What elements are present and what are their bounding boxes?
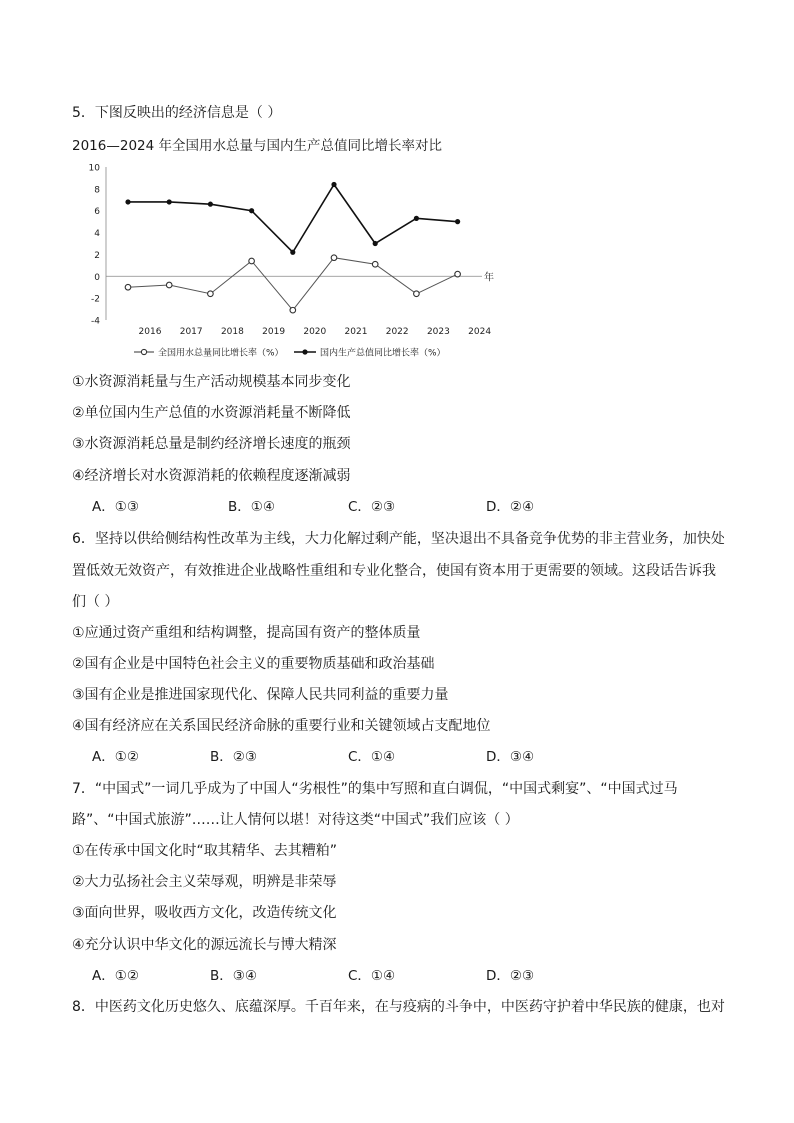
gdp-growth-point: [414, 216, 419, 221]
y-tick-label: -4: [91, 316, 100, 327]
x-tick-label: 2020: [303, 327, 327, 337]
q5-statement-4: ④经济增长对水资源消耗的依赖程度逐渐减弱: [72, 468, 351, 484]
q5-stem: 5．下图反映出的经济信息是（ ）: [72, 105, 282, 121]
x-tick-label: 2023: [426, 327, 450, 337]
q6-option-d[interactable]: D．③④: [486, 749, 535, 765]
gdp-growth-point: [167, 199, 172, 204]
q5-statement-2: ②单位国内生产总值的水资源消耗量不断降低: [72, 405, 351, 421]
q7-option-b[interactable]: B．③④: [210, 968, 257, 984]
water-growth-point: [372, 261, 378, 267]
q7-statement-1: ①在传承中国文化时“取其精华、去其糟粕”: [72, 843, 338, 859]
q7-statement-3: ③面向世界，吸收西方文化，改造传统文化: [72, 905, 337, 921]
q6-option-c[interactable]: C．①④: [348, 749, 396, 765]
q6-statement-3: ③国有企业是推进国家现代化、保障人民共同利益的重要力量: [72, 687, 449, 703]
water-growth-point: [166, 282, 172, 288]
gdp-growth-point: [373, 241, 378, 246]
x-tick-label: 2016: [138, 327, 162, 337]
water-growth-point: [455, 271, 461, 277]
q7-option-c[interactable]: C．①④: [348, 968, 396, 984]
q5-statement-3: ③水资源消耗总量是制约经济增长速度的瓶颈: [72, 436, 351, 452]
legend-water-marker: [141, 349, 146, 354]
q7-stem-line-1: 7．“中国式”一词几乎成为了中国人“劣根性”的集中写照和直白调侃，“中国式剩宴”、“中国式过马: [72, 781, 678, 797]
gdp-growth-point: [208, 202, 213, 207]
q5-statement-1: ①水资源消耗量与生产活动规模基本同步变化: [72, 374, 351, 390]
x-tick-label: 2024: [468, 327, 492, 337]
y-tick-label: -2: [91, 294, 100, 305]
q7-option-d[interactable]: D．②③: [486, 968, 535, 984]
x-axis-label: 年: [484, 272, 494, 284]
q5-option-c[interactable]: C．②③: [348, 499, 396, 515]
y-tick-label: 0: [94, 272, 100, 283]
water-growth-point: [331, 255, 337, 261]
q5-option-a[interactable]: A．①③: [92, 499, 139, 515]
q6-option-b[interactable]: B．②③: [210, 749, 257, 765]
y-tick-label: 4: [94, 229, 100, 240]
legend-gdp-label: 国内生产总值同比增长率（%）: [320, 348, 446, 359]
gdp-growth-line: [128, 184, 458, 252]
chart-title: 2016—2024 年全国用水总量与国内生产总值同比增长率对比: [72, 138, 443, 154]
q6-stem-line-1: 6．坚持以供给侧结构性改革为主线，大力化解过剩产能，坚决退出不具备竞争优势的非主营业务，加快处: [72, 531, 725, 547]
legend-gdp-marker: [302, 349, 307, 354]
q6-statement-2: ②国有企业是中国特色社会主义的重要物质基础和政治基础: [72, 656, 435, 672]
water-growth-point: [125, 284, 131, 290]
q7-statement-4: ④充分认识中华文化的源远流长与博大精深: [72, 937, 337, 953]
q6-statement-1: ①应通过资产重组和结构调整，提高国有资产的整体质量: [72, 625, 421, 641]
gdp-growth-point: [331, 182, 336, 187]
water-growth-line: [128, 258, 458, 310]
q5-option-d[interactable]: D．②④: [486, 499, 535, 515]
q6-stem-line-2: 置低效无效资产，有效推进企业战略性重组和专业化整合，使国有资本用于更需要的领域。这段话告诉我: [72, 563, 716, 579]
y-tick-label: 6: [94, 207, 100, 218]
x-tick-label: 2018: [220, 327, 244, 337]
y-tick-label: 2: [94, 250, 100, 261]
gdp-growth-point: [249, 208, 254, 213]
y-tick-label: 8: [94, 185, 100, 196]
y-tick-label: 10: [88, 163, 100, 174]
q7-stem-line-2: 路”、“中国式旅游”……让人情何以堪！对待这类“中国式”我们应该（ ）: [72, 812, 519, 828]
x-tick-label: 2017: [179, 327, 203, 337]
q6-option-a[interactable]: A．①②: [92, 749, 139, 765]
legend-water-label: 全国用水总量同比增长率（%）: [158, 348, 284, 359]
x-tick-label: 2021: [344, 327, 368, 337]
water-growth-point: [290, 307, 296, 313]
q6-statement-4: ④国有经济应在关系国民经济命脉的重要行业和关键领域占支配地位: [72, 718, 491, 734]
q6-stem-line-3: 们（ ）: [72, 594, 119, 610]
q5-option-b[interactable]: B．①④: [228, 499, 275, 515]
water-growth-point: [249, 258, 255, 264]
q7-option-a[interactable]: A．①②: [92, 968, 139, 984]
gdp-growth-point: [455, 219, 460, 224]
gdp-growth-point: [290, 250, 295, 255]
q7-statement-2: ②大力弘扬社会主义荣辱观，明辨是非荣辱: [72, 874, 337, 890]
x-tick-label: 2019: [262, 327, 286, 337]
gdp-growth-point: [125, 199, 130, 204]
x-tick-label: 2022: [385, 327, 409, 337]
water-growth-point: [208, 291, 214, 297]
line-chart: [72, 155, 512, 365]
q8-stem: 8．中医药文化历史悠久、底蕴深厚。千百年来，在与疫病的斗争中，中医药守护着中华民族的健康，也对: [72, 999, 725, 1015]
water-growth-point: [414, 291, 420, 297]
